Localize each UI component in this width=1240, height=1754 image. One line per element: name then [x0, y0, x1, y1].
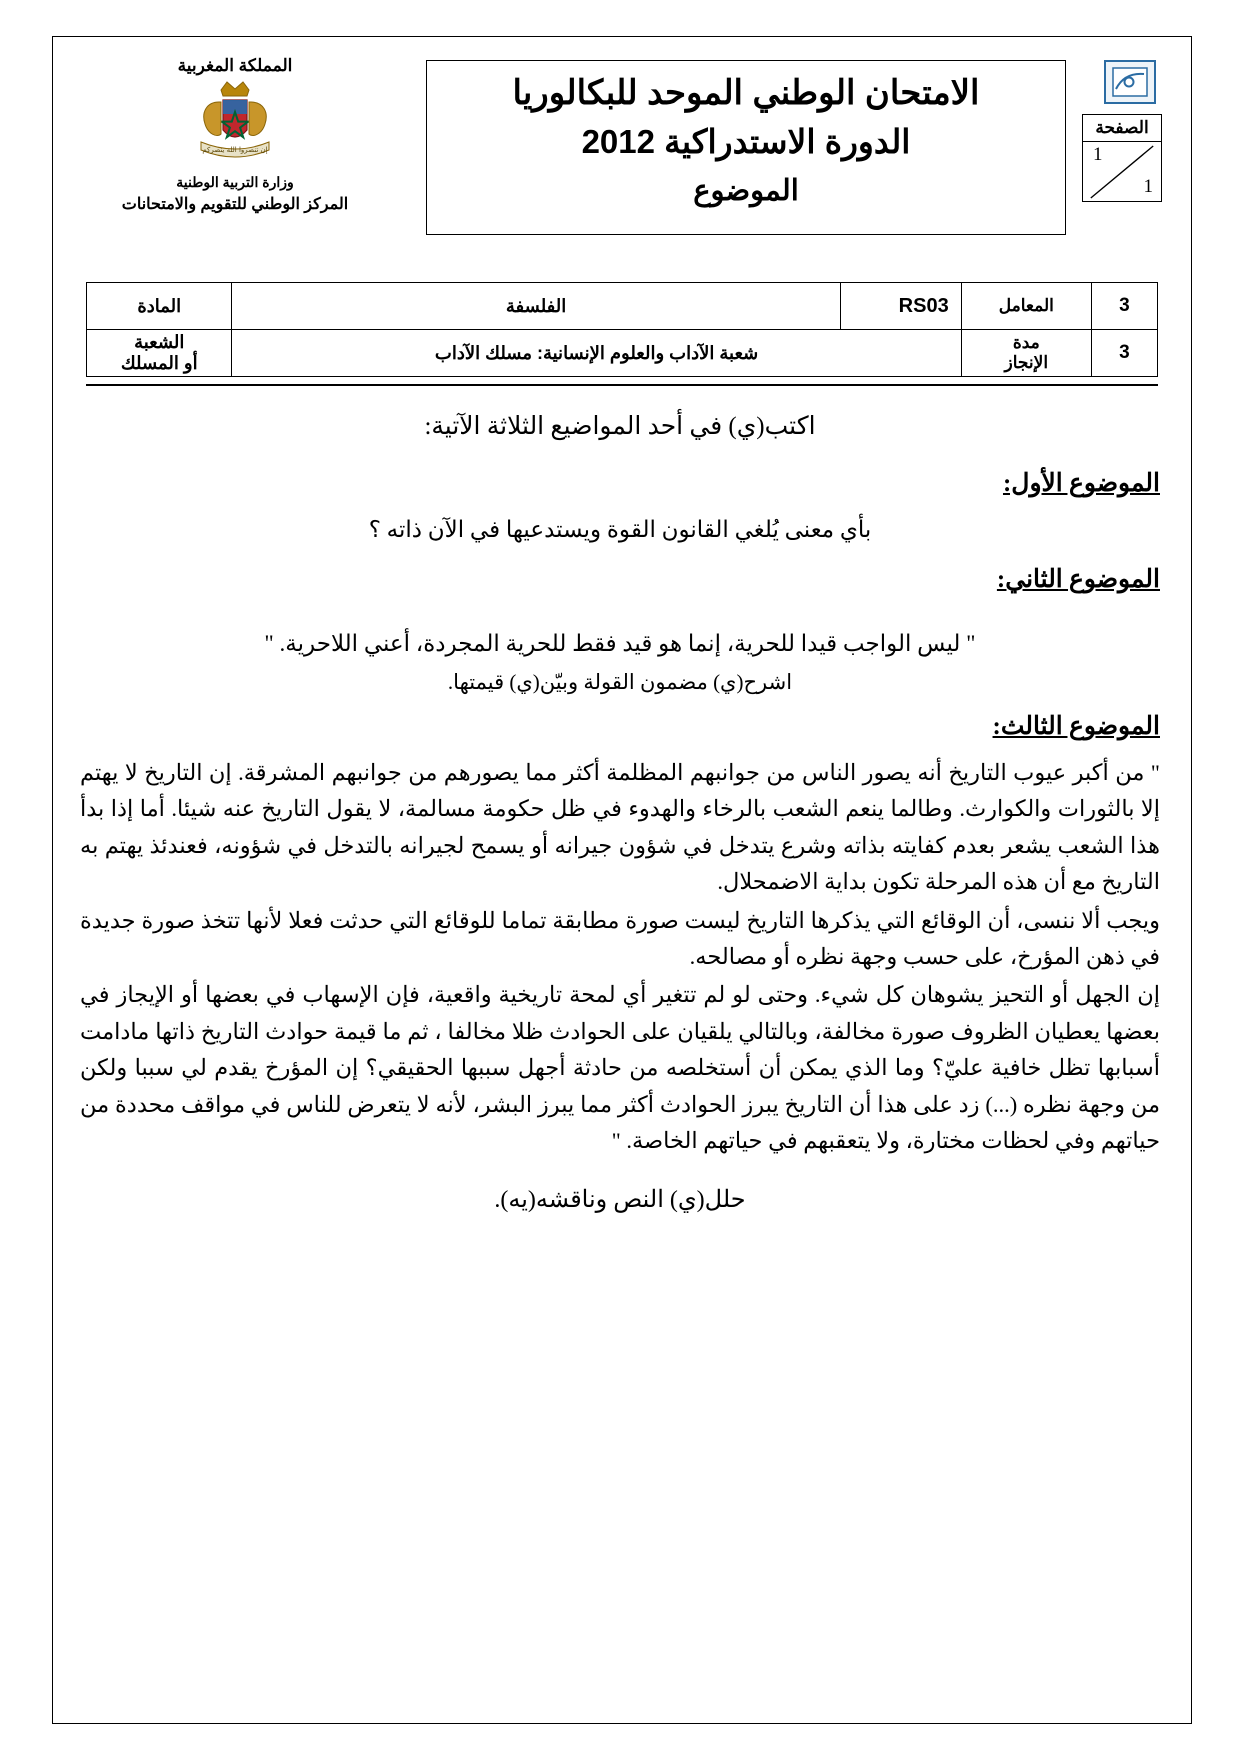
topic3-heading: الموضوع الثالث: [992, 713, 1160, 741]
page-number-box [1082, 114, 1162, 202]
topic2-instruction: اشرح(ي) مضمون القولة وبيّن(ي) قيمتها. [447, 669, 793, 694]
page-number-current: 1 [1143, 176, 1153, 197]
topic3-paragraph-3: إن الجهل أو التحيز يشوهان كل شيء. وحتى لو لم تتغير أي لمحة تاريخية واقعية، فإن الإسهاب في بعضها أو الإيجاز في بعضها يعطيان الظروف صورة مخالفة، وبالتالي يلقيان على الحوادث ظلا مخالفا ، ثم ما قيمة حوادث التاريخ ذاتها مادامت أسبابها تظل خافية عليّ؟ وما الذي يمكن أن أستخلصه من حادثة أجهل سببها الحقيقي؟ إن المؤرخ يقدم لي سببا ولكن من وجهة نظره (...) زد على هذا أن التاريخ يبرز الحوادث أكثر مما يبرز البشر، لأنه لا يتعرض للناس في مواقف محددة من حياتهم وفي لحظات مختارة، ولا يتعقبهم في حياتهم الخاصة. " [80, 982, 1160, 1154]
coefficient-value: 3 [1091, 283, 1157, 330]
table-row [87, 283, 1158, 330]
topic1-text: بأي معنى يُلغي القانون القوة ويستدعيها في الآن ذاته ؟ [368, 516, 872, 542]
page-header [70, 52, 1174, 242]
coat-of-arms-icon [175, 80, 295, 172]
exam-title-box [426, 60, 1066, 235]
branch-label-line2: أو المسلك [120, 353, 198, 373]
exam-body [80, 408, 1160, 1219]
final-instruction: حلل(ي) النص وناقشه(يه). [494, 1186, 746, 1213]
subject-label: المادة [87, 283, 232, 330]
branch-label [87, 330, 232, 377]
page-number-fraction [1083, 142, 1161, 202]
exam-title-line1: الامتحان الوطني الموحد للبكالوريا [512, 74, 980, 112]
center-name: المركز الوطني للتقويم والامتحانات [121, 196, 349, 213]
main-instruction: اكتب(ي) في أحد المواضيع الثلاثة الآتية: [424, 413, 816, 440]
duration-label-line2: الإنجاز [1004, 353, 1049, 372]
table-row [87, 330, 1158, 377]
ministry-name: وزارة التربية الوطنية [176, 174, 294, 190]
duration-label [961, 330, 1091, 377]
topic1-heading: الموضوع الأول: [1002, 469, 1160, 497]
page-number-total: 1 [1093, 144, 1103, 165]
kingdom-title: المملكة المغربية [177, 56, 293, 75]
exam-title-line3: الموضوع [693, 175, 799, 207]
subject-value: الفلسفة [232, 283, 840, 330]
exam-title-line2: الدورة الاستدراكية 2012 [581, 123, 911, 160]
ministry-block [70, 56, 400, 214]
duration-label-line1: مدة [1012, 333, 1040, 352]
topic3-paragraph-2: ويجب ألا ننسى، أن الوقائع التي يذكرها التاريخ ليست صورة مطابقة تماما للوقائع التي حدثت فعلا لأنها تتخذ صورة جديدة في ذهن المؤرخ، على حسب وجهة نظره أو مصالحه. [80, 907, 1160, 970]
topic2-quote: " ليس الواجب قيدا للحرية، إنما هو قيد فقط للحرية المجردة، أعني اللاحرية. " [264, 630, 976, 656]
exam-code: RS03 [840, 283, 961, 330]
duration-value: 3 [1091, 330, 1157, 377]
header-divider [86, 384, 1158, 386]
coefficient-label: المعامل [961, 283, 1091, 330]
institution-logo-icon [1104, 60, 1156, 104]
svg-text:إن تنصروا الله ينصركم: إن تنصروا الله ينصركم [202, 146, 268, 154]
page-number-label: الصفحة [1083, 115, 1161, 142]
exam-info-table [86, 282, 1158, 377]
branch-label-line1: الشعبة [134, 332, 185, 352]
topic3-paragraph-1: " من أكبر عيوب التاريخ أنه يصور الناس من جوانبهم المظلمة أكثر مما يصورهم من جوانبهم المشرقة. إن التاريخ لا يهتم إلا بالثورات والكوارث. وطالما ينعم الشعب بالرخاء والهدوء في ظل حكومة مسالمة، لا يقول التاريخ عنه شيئا. أما إذا بدأ هذا الشعب يشعر بعدم كفايته بذاته وشرع يتدخل في شؤون جيرانه أو يسمح لجيرانه بالتدخل في شؤونه، فعندئذ يهتم به التاريخ مع أن هذه المرحلة تكون بداية الاضمحلال. [80, 759, 1160, 895]
branch-value: شعبة الآداب والعلوم الإنسانية: مسلك الآداب [232, 330, 961, 377]
topic2-heading: الموضوع الثاني: [996, 566, 1160, 594]
